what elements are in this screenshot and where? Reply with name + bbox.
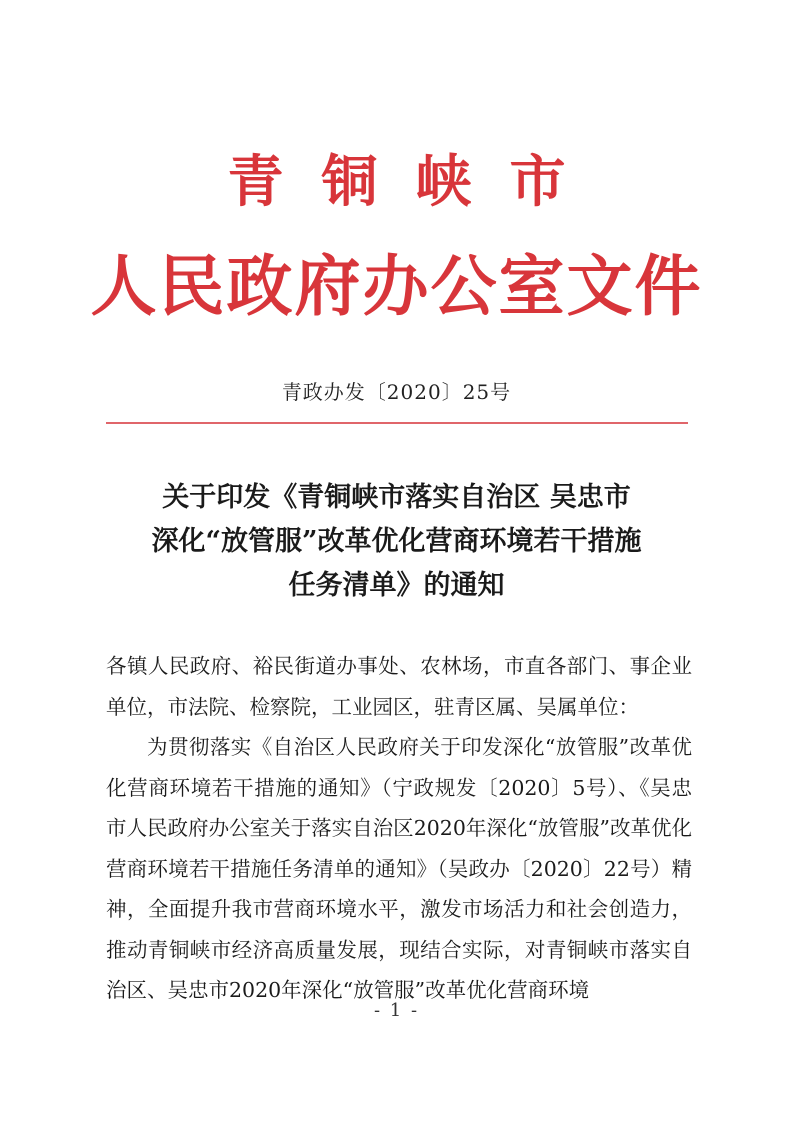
issuer-name: 青铜峡市 [227,149,604,215]
title-line-2: 深化“放管服”改革优化营商环境若干措施 [151,526,642,557]
title-line-3: 任务清单》的通知 [288,570,505,601]
title-line-1: 关于印发《青铜峡市落实自治区 吴忠市 [162,482,631,513]
red-divider-line [106,422,688,424]
body-paragraph: 为贯彻落实《自治区人民政府关于印发深化“放管服”改革优化营商环境若干措施的通知》（宁政规发〔2020〕5号）、《吴忠市人民政府办公室关于落实自治区2020年深化“放管服”改革优化营商环境若干措施任务清单的通知》（吴政办〔2020〕22号）精神，全面提升我市营商环境水平，激发市场活力和社会创造力，推动青铜峡市经济高质量发展，现结合实际，对青铜峡市落实自治区、吴忠市2020年深化“放管服”改革优化营商环境 [106,735,692,1002]
document-body [106,646,692,1011]
addressees: 各镇人民政府、裕民街道办事处、农林场，市直各部门、事企业单位，市法院、检察院，工业园区，驻青区属、吴属单位： [106,654,692,719]
document-title [60,476,733,608]
document-number: 青政办发〔2020〕25号 [281,380,512,404]
page-number: - 1 - [373,1000,420,1021]
issuer-document-heading: 人民政府办公室文件 [90,247,703,325]
